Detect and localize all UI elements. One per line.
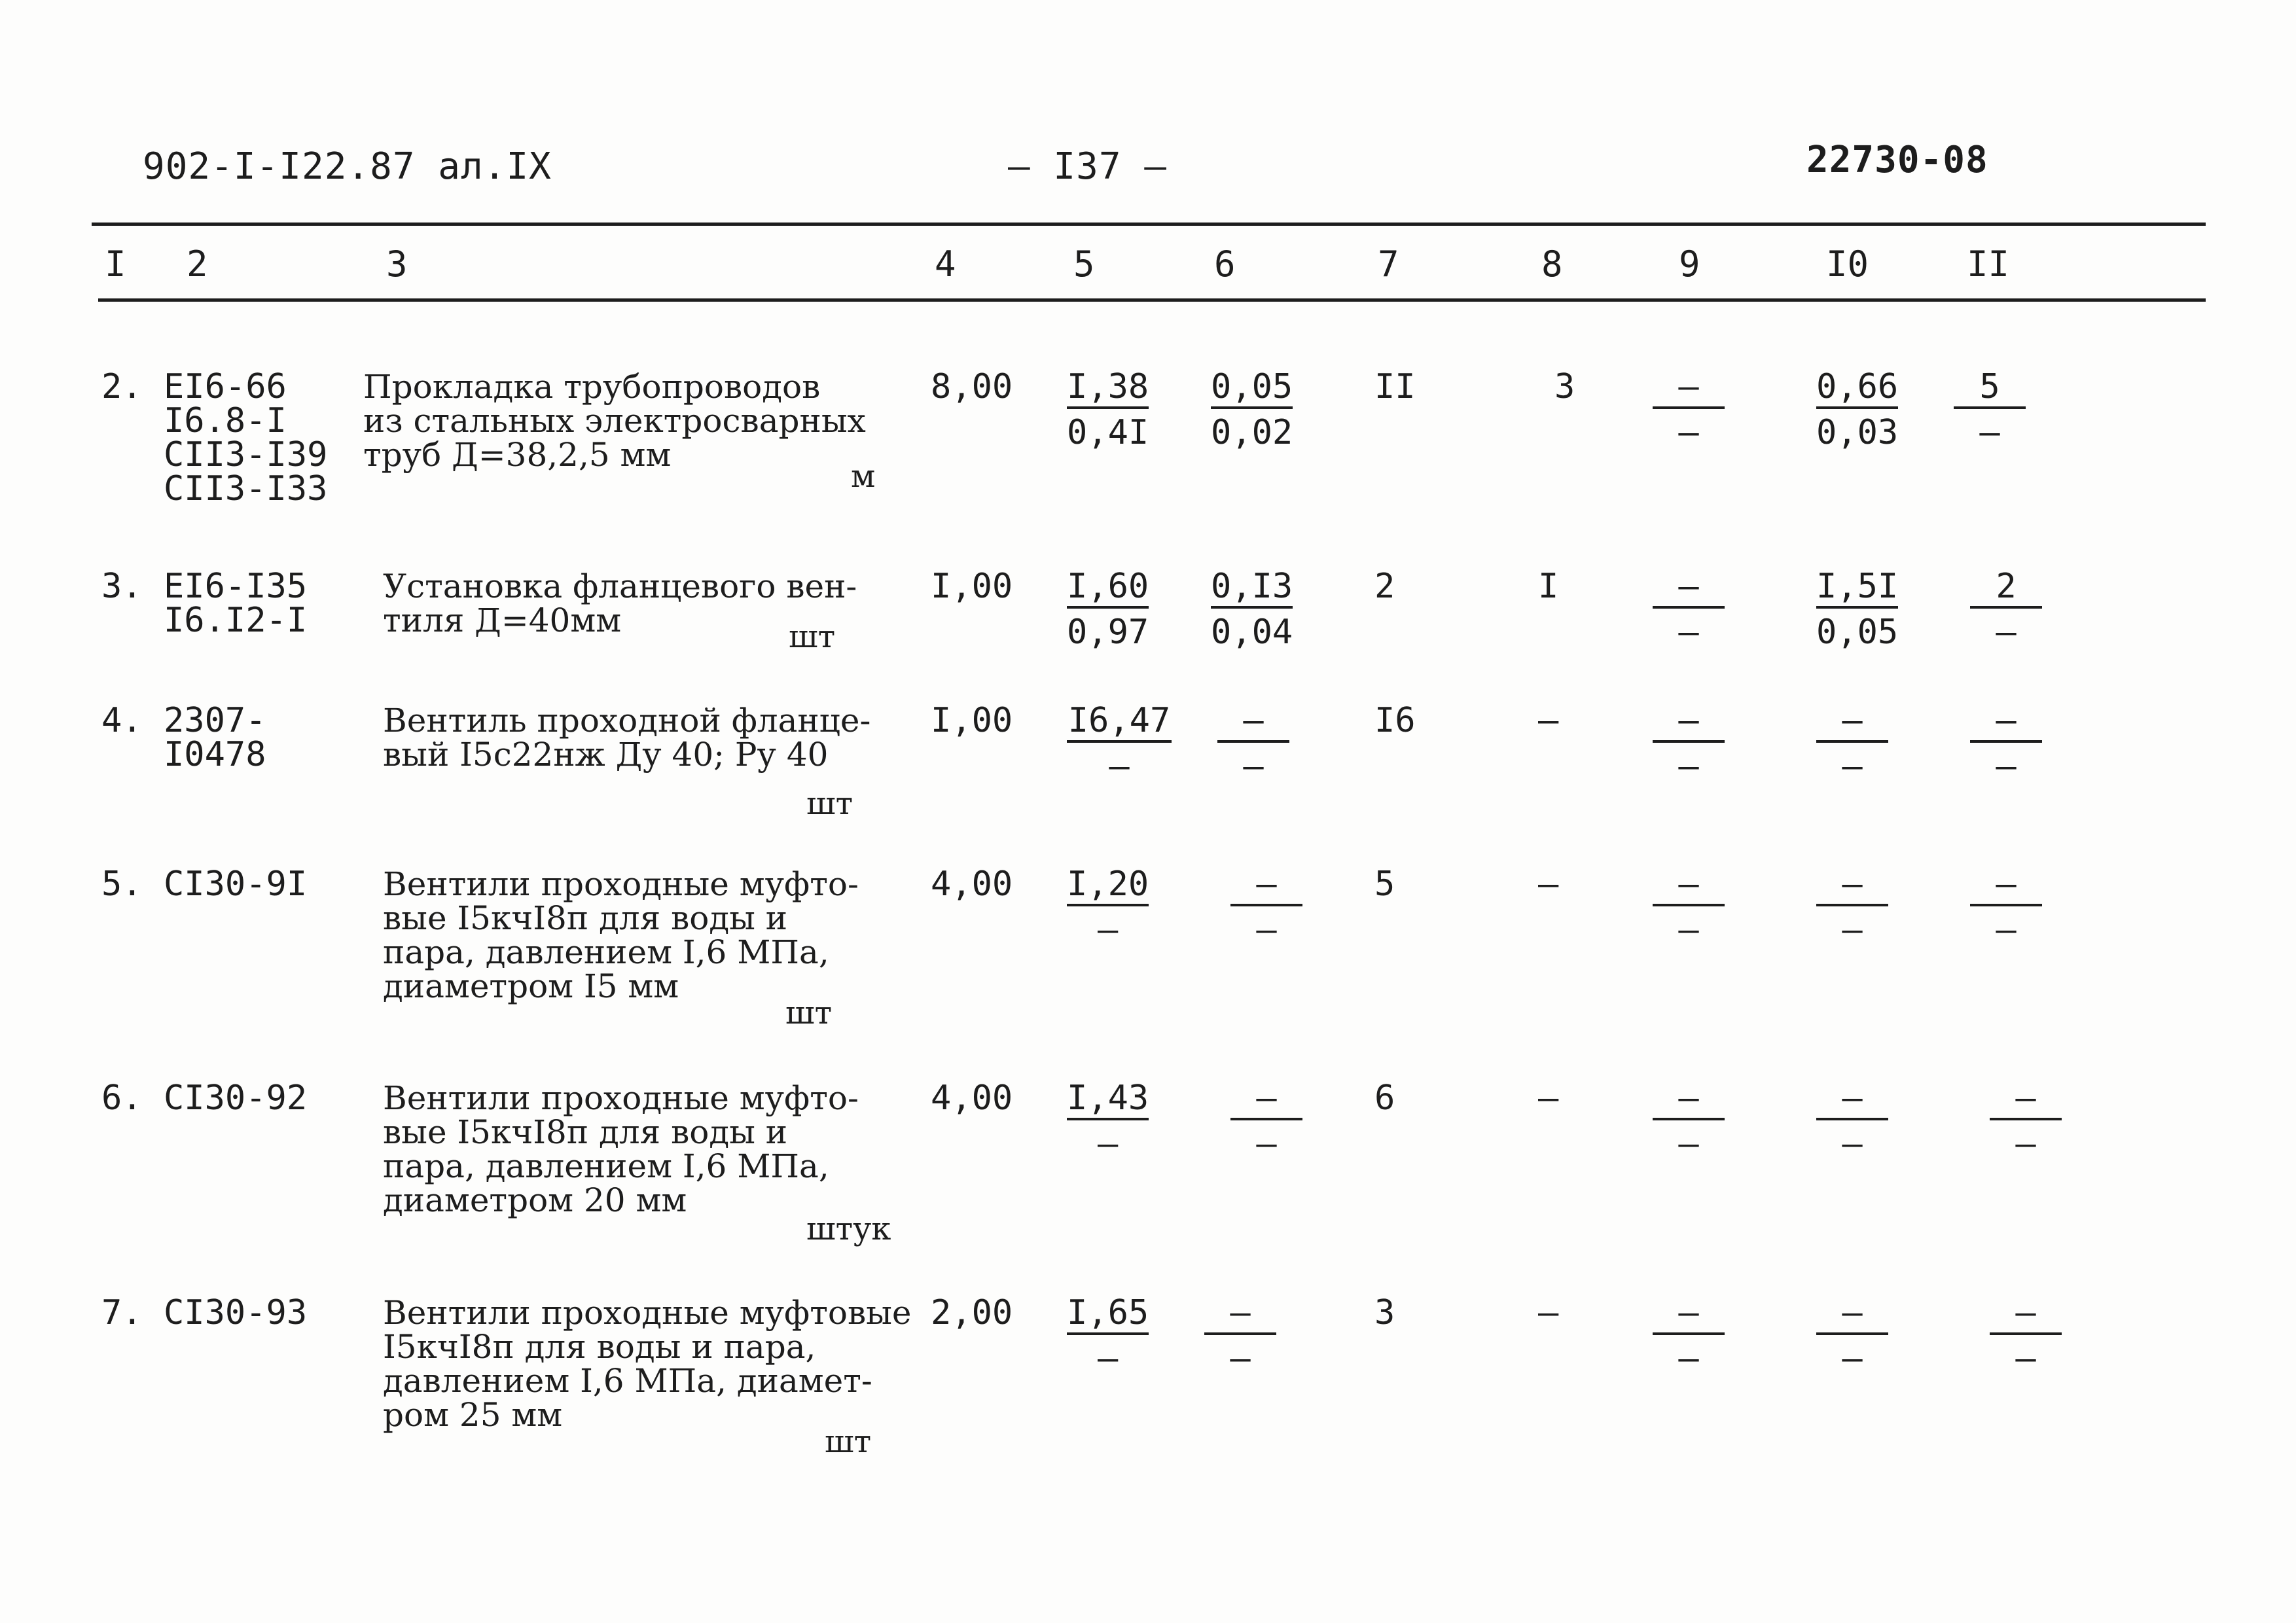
fraction-bottom: – — [1678, 613, 1699, 652]
norm-codes — [164, 367, 328, 508]
description-line: Вентили проходные муфто- — [383, 1079, 859, 1117]
column-header-8: 8 — [1541, 243, 1563, 285]
norm-codes — [164, 1079, 308, 1118]
quantity: I,00 — [931, 701, 1013, 740]
fraction-top: 2 — [1970, 569, 2042, 609]
fraction-bottom: – — [2015, 1339, 2036, 1378]
fraction-top: – — [1230, 867, 1302, 906]
column-7-value: I6 — [1374, 701, 1416, 740]
fraction-bottom: – — [1842, 910, 1863, 950]
fraction-bottom: 0,04 — [1211, 613, 1293, 652]
fraction-top: I,43 — [1067, 1081, 1149, 1120]
fraction-bottom: 0,02 — [1211, 413, 1293, 452]
fraction-col9 — [1653, 865, 1725, 950]
fraction-col6 — [1204, 1293, 1276, 1378]
work-description — [383, 1296, 912, 1432]
description-line: труб Д=38,2,5 мм — [363, 436, 672, 474]
fraction-top: – — [1816, 1296, 1888, 1335]
fraction-top: – — [1990, 1081, 2062, 1120]
norm-code: CII3-I33 — [164, 469, 328, 508]
norm-code: EI6-66 — [164, 367, 287, 406]
fraction-bottom: – — [1097, 1339, 1119, 1378]
fraction-col9 — [1653, 567, 1725, 652]
column-header-2: 2 — [187, 243, 208, 285]
work-description — [383, 867, 859, 1003]
column-7-value: 6 — [1374, 1079, 1395, 1118]
fraction-bottom: – — [1097, 910, 1119, 950]
column-header-1: I — [105, 243, 126, 285]
fraction-col10 — [1816, 367, 1899, 452]
column-7-value: II — [1374, 367, 1416, 406]
fraction-top: – — [1816, 704, 1888, 743]
fraction-col9 — [1653, 1293, 1725, 1378]
norm-codes — [164, 865, 308, 904]
work-description — [383, 1081, 859, 1217]
row-number: 5. — [101, 865, 143, 904]
work-description — [383, 569, 857, 637]
fraction-top: 0,05 — [1211, 370, 1293, 409]
fraction-top: – — [1816, 1081, 1888, 1120]
description-line: ром 25 мм — [383, 1396, 563, 1434]
description-line: пара, давлением I,6 МПа, — [383, 933, 829, 971]
column-header-7: 7 — [1378, 243, 1399, 285]
fraction-col6 — [1230, 865, 1302, 950]
column-8-value: – — [1538, 865, 1559, 904]
column-7-value: 5 — [1374, 865, 1395, 904]
row-number: 3. — [101, 567, 143, 606]
fraction-top: – — [1653, 1081, 1725, 1120]
description-line: вые I5кчI8п для воды и — [383, 899, 788, 937]
unit-of-measure: шт — [825, 1423, 872, 1460]
norm-code: I6.I2-I — [164, 601, 308, 640]
fraction-top: – — [1816, 867, 1888, 906]
unit-of-measure: шт — [785, 995, 833, 1031]
sheet-code: 22730-08 — [1806, 139, 1988, 181]
unit-of-measure: штук — [806, 1211, 891, 1247]
fraction-bottom: – — [1678, 747, 1699, 786]
fraction-bottom: 0,4I — [1067, 413, 1149, 452]
fraction-top: – — [1653, 867, 1725, 906]
norm-code: 2307- — [164, 701, 266, 740]
norm-codes — [164, 1293, 308, 1332]
description-line: диаметром I5 мм — [383, 967, 679, 1005]
description-line: Прокладка трубопроводов — [363, 368, 821, 406]
fraction-col11 — [1990, 1293, 2062, 1378]
fraction-col6 — [1211, 567, 1293, 652]
norm-codes — [164, 567, 308, 640]
column-8-value: 3 — [1554, 367, 1575, 406]
fraction-bottom: – — [1109, 747, 1130, 786]
column-header-4: 4 — [935, 243, 956, 285]
description-line: вые I5кчI8п для воды и — [383, 1113, 788, 1151]
top-rule — [92, 223, 2206, 226]
column-header-10: I0 — [1826, 243, 1869, 285]
norm-code: CII3-I39 — [164, 435, 328, 474]
fraction-col9 — [1653, 701, 1725, 786]
fraction-top: 5 — [1954, 370, 2026, 409]
fraction-col10 — [1816, 1293, 1888, 1378]
fraction-bottom: – — [1243, 747, 1264, 786]
description-line: из стальных электросварных — [363, 402, 866, 440]
column-7-value: 2 — [1374, 567, 1395, 606]
fraction-bottom: – — [2015, 1124, 2036, 1164]
fraction-bottom: – — [1996, 747, 2017, 786]
column-header-9: 9 — [1679, 243, 1700, 285]
quantity: I,00 — [931, 567, 1013, 606]
fraction-col9 — [1653, 1079, 1725, 1164]
fraction-top: – — [1653, 1296, 1725, 1335]
row-number: 7. — [101, 1293, 143, 1332]
fraction-top: I,38 — [1067, 370, 1149, 409]
fraction-bottom: – — [1230, 1339, 1251, 1378]
column-header-3: 3 — [386, 243, 408, 285]
fraction-bottom: – — [1097, 1124, 1119, 1164]
fraction-top: I6,47 — [1067, 704, 1172, 743]
fraction-top: – — [1217, 704, 1289, 743]
description-line: I5кчI8п для воды и пара, — [383, 1328, 816, 1366]
fraction-bottom: – — [1842, 1124, 1863, 1164]
fraction-col11 — [1970, 865, 2042, 950]
quantity: 8,00 — [931, 367, 1013, 406]
fraction-bottom: 0,03 — [1816, 413, 1899, 452]
column-8-value: – — [1538, 701, 1559, 740]
page-number: – I37 – — [1008, 145, 1168, 188]
column-7-value: 3 — [1374, 1293, 1395, 1332]
unit-of-measure: шт — [789, 618, 836, 655]
fraction-bottom: 0,97 — [1067, 613, 1149, 652]
norm-code: EI6-I35 — [164, 567, 308, 606]
fraction-bottom: – — [1979, 413, 2000, 452]
quantity: 4,00 — [931, 865, 1013, 904]
fraction-top: 0,I3 — [1211, 569, 1293, 609]
norm-codes — [164, 701, 266, 774]
fraction-col5 — [1067, 865, 1149, 950]
fraction-col10 — [1816, 567, 1899, 652]
quantity: 2,00 — [931, 1293, 1013, 1332]
fraction-top: – — [1653, 569, 1725, 609]
description-line: тиля Д=40мм — [383, 601, 622, 639]
column-8-value: I — [1538, 567, 1559, 606]
fraction-col5 — [1067, 1293, 1149, 1378]
description-line: диаметром 20 мм — [383, 1181, 687, 1219]
fraction-bottom: – — [1256, 1124, 1277, 1164]
quantity: 4,00 — [931, 1079, 1013, 1118]
fraction-col11 — [1954, 367, 2026, 452]
unit-of-measure: шт — [806, 785, 853, 822]
row-number: 2. — [101, 367, 143, 406]
fraction-top: – — [1204, 1296, 1276, 1335]
document-code: 902-I-I22.87 ал.IX — [143, 145, 552, 188]
fraction-bottom: – — [1678, 1339, 1699, 1378]
fraction-col11 — [1990, 1079, 2062, 1164]
fraction-bottom: 0,05 — [1816, 613, 1899, 652]
fraction-top: – — [1990, 1296, 2062, 1335]
norm-code: CI30-9I — [164, 865, 308, 904]
fraction-col6 — [1211, 367, 1293, 452]
fraction-col5 — [1067, 367, 1149, 452]
column-8-value: – — [1538, 1079, 1559, 1118]
fraction-col10 — [1816, 1079, 1888, 1164]
description-line: Вентили проходные муфтовые — [383, 1294, 912, 1332]
fraction-col5 — [1067, 1079, 1149, 1164]
fraction-col6 — [1230, 1079, 1302, 1164]
fraction-col11 — [1970, 701, 2042, 786]
norm-code: CI30-92 — [164, 1079, 308, 1118]
norm-code: CI30-93 — [164, 1293, 308, 1332]
fraction-col9 — [1653, 367, 1725, 452]
fraction-bottom: – — [1996, 613, 2017, 652]
fraction-top: – — [1653, 370, 1725, 409]
fraction-col5 — [1067, 567, 1149, 652]
fraction-top: I,5I — [1816, 569, 1898, 609]
fraction-col6 — [1217, 701, 1289, 786]
description-line: Установка фланцевого вен- — [383, 567, 857, 605]
header-rule — [98, 298, 2206, 302]
fraction-top: I,65 — [1067, 1296, 1149, 1335]
work-description — [363, 370, 866, 472]
fraction-top: – — [1970, 867, 2042, 906]
fraction-bottom: – — [1842, 747, 1863, 786]
norm-code: I0478 — [164, 735, 266, 774]
fraction-top: – — [1653, 704, 1725, 743]
norm-code: I6.8-I — [164, 401, 287, 440]
fraction-bottom: – — [1842, 1339, 1863, 1378]
description-line: давлением I,6 МПа, диамет- — [383, 1362, 872, 1400]
row-number: 6. — [101, 1079, 143, 1118]
fraction-top: I,60 — [1067, 569, 1149, 609]
work-description — [383, 704, 870, 772]
fraction-bottom: – — [1678, 413, 1699, 452]
fraction-col5 — [1067, 701, 1172, 786]
fraction-top: I,20 — [1067, 867, 1149, 906]
column-header-6: 6 — [1214, 243, 1236, 285]
fraction-bottom: – — [1996, 910, 2017, 950]
fraction-col10 — [1816, 701, 1888, 786]
row-number: 4. — [101, 701, 143, 740]
fraction-bottom: – — [1678, 910, 1699, 950]
description-line: Вентиль проходной фланце- — [383, 702, 871, 740]
fraction-col10 — [1816, 865, 1888, 950]
description-line: пара, давлением I,6 МПа, — [383, 1147, 829, 1185]
column-header-11: II — [1967, 243, 2010, 285]
fraction-col11 — [1970, 567, 2042, 652]
fraction-top: – — [1970, 704, 2042, 743]
column-header-5: 5 — [1073, 243, 1095, 285]
fraction-bottom: – — [1678, 1124, 1699, 1164]
fraction-bottom: – — [1256, 910, 1277, 950]
description-line: Вентили проходные муфто- — [383, 865, 859, 903]
column-8-value: – — [1538, 1293, 1559, 1332]
fraction-top: 0,66 — [1816, 370, 1898, 409]
fraction-top: – — [1230, 1081, 1302, 1120]
description-line: вый I5c22нж Ду 40; Ру 40 — [383, 736, 829, 774]
unit-of-measure: м — [851, 458, 876, 495]
